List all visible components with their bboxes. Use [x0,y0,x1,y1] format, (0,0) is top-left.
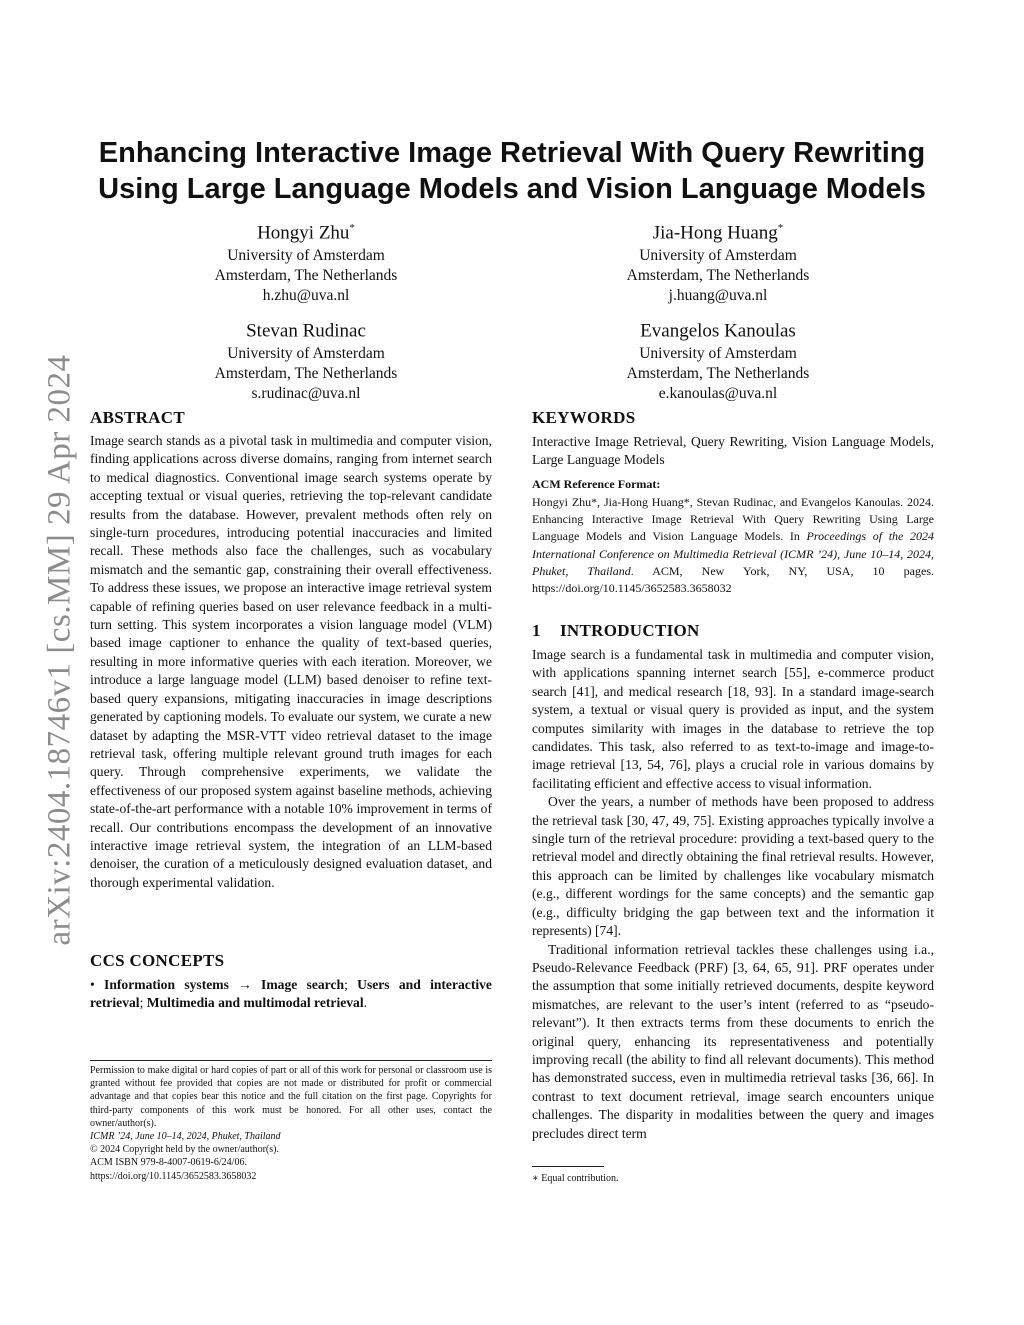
introduction-heading: 1 INTRODUCTION [532,621,700,640]
doi-link[interactable]: https://doi.org/10.1145/3652583.3658032 [90,1170,257,1182]
keywords-text: Interactive Image Retrieval, Query Rewriting, Vision Language Models, Large Language Models [532,434,934,468]
author-affiliation: University of Amsterdam [639,345,797,363]
author-location: Amsterdam, The Netherlands [214,267,398,285]
author-name: Evangelos Kanoulas [640,320,796,342]
author-affiliation: University of Amsterdam [227,345,385,363]
introduction-text [532,646,934,1143]
author-location: Amsterdam, The Netherlands [626,267,810,285]
acm-reference-heading: ACM Reference Format: [532,477,661,491]
author-block [146,215,466,306]
permission-notice: Permission to make digital or hard copies of part or all of this work for personal or classroom use is granted without fee provided that copies are not made or distributed for profit or commercial advantage and that copies bear this notice and the full citation on the first page. Copyrights for third-party components of this work must be honored. For all other uses, contact the owner/author(s). ICMR ’24, June 10–14, 2024, Phuket, Thailand © 2024 Copyright held by the owner/author(s). ACM ISBN 979-8-4007-0619-6/24/06. https://doi.org/10.1145/3652583.3658032 [90,1065,492,1182]
title-line-2: Using Large Language Models and Vision Language Models [98,173,926,205]
ccs-heading: CCS CONCEPTS [90,951,225,970]
author-location: Amsterdam, The Netherlands [626,365,810,383]
acm-reference-text: Hongyi Zhu*, Jia-Hong Huang*, Stevan Rudinac, and Evangelos Kanoulas. 2024. Enhancing Interactive Image Retrieval With Query Rewriting Using Large Language Models and Vision Language Models. In Proceedings of the 2024 International Conference on Multimedia Retrieval (ICMR ’24), June 10–14, 2024, Phuket, Thailand. ACM, New York, NY, USA, 10 pages. https://doi.org/10.1145/3652583.3658032 [532,495,934,596]
ccs-concepts: • Information systems → Image search; Users and interactive retrieval; Multimedia and multimodal retrieval. [90,977,492,1011]
footnote-equal-contribution: ∗ Equal contribution. [532,1173,619,1184]
author-email: j.huang@uva.nl [668,287,768,305]
author-block [558,215,878,306]
abstract-heading: ABSTRACT [90,408,185,427]
author-email: e.kanoulas@uva.nl [658,385,778,403]
paper-title [90,135,934,207]
paragraph: Over the years, a number of methods have been proposed to address the retrieval task [30, 47, 49, 75]. Existing approaches typically involve a single turn of the retrieval procedure: providing a text-based query to the retrieval model and directly obtaining the final retrieval results. However, this approach can be limited by challenges like vocabulary mismatch (e.g., different wordings for the same concepts) and the semantic gap (e.g., difficulty bridging the gap between text and the information it represents) [74]. [532,794,934,939]
author-block [558,313,878,404]
paragraph: Image search is a fundamental task in multimedia and computer vision, with applications spanning internet search [55], e-commerce product search [41], and medical research [18, 93]. In a standard image-search system, a textual or visual query is provided as input, and the system computes similarity with images in the database to retrieve the top candidates. This task, also referred to as text-to-image and image-to-image retrieval [13, 54, 76], plays a crucial role in various domains by facilitating efficient and effective access to visual information. [532,647,934,791]
author-affiliation: University of Amsterdam [639,247,797,265]
abstract-text: Image search stands as a pivotal task in multimedia and computer vision, finding applications across diverse domains, ranging from internet search to medical diagnostics. Conventional image search systems operate by accepting textual or visual queries, retrieving the top-relevant candidate results from the database. However, prevalent methods often rely on single-turn procedures, introducing potential inaccuracies and limited recall. These methods also face the challenges, such as vocabulary mismatch and the semantic gap, constraining their overall effectiveness. To address these issues, we propose an interactive image retrieval system capable of refining queries based on user relevance feedback in a multi-turn setting. This system incorporates a vision language model (VLM) based image captioner to enhance the quality of text-based queries, resulting in more informative queries with each iteration. Moreover, we introduce a large language model (LLM) based denoiser to refine text-based query expansions, mitigating inaccuracies in image descriptions generated by captioning models. To evaluate our system, we curate a new dataset by adapting the MSR-VTT video retrieval dataset to the image retrieval task, offering multiple relevant ground truth images for each query. Through comprehensive experiments, we validate the effectiveness of our proposed system against baseline methods, achieving state-of-the-art performance with a notable 10% improvement in terms of recall. Our contributions encompass the development of an innovative interactive image retrieval system, the integration of an LLM-based denoiser, the curation of a meticulously designed evaluation dataset, and thorough experimental validation. [90,433,492,890]
section-number: 1 [532,621,541,640]
author-email: s.rudinac@uva.nl [251,385,361,403]
keywords-heading: KEYWORDS [532,408,636,427]
author-block [146,313,466,404]
title-line-1: Enhancing Interactive Image Retrieval With Query Rewriting [98,137,926,169]
footnote-rule [532,1166,604,1167]
author-name: Jia-Hong Huang* [652,222,784,244]
author-location: Amsterdam, The Netherlands [214,365,398,383]
author-name: Hongyi Zhu* [257,222,355,244]
author-email: h.zhu@uva.nl [262,287,350,305]
footnote-rule [90,1060,492,1061]
arxiv-id: arXiv:2404.18746v1 [cs.MM] 29 Apr 2024 [41,354,78,946]
paragraph: Traditional information retrieval tackles these challenges using i.a., Pseudo-Relevance Feedback (PRF) [3, 64, 65, 91]. PRF operates under the assumption that some initially retrieved documents, despite keyword mismatches, are relevant to the user’s intent (referred to as “pseudo-relevant”). It then extracts terms from these documents to enrich the original query, enhancing its representativeness and potentially improving recall (the ability to find all relevant documents). This method has demonstrated success, even in multimedia retrieval tasks [36, 66]. In contrast to text document retrieval, image search encounters unique challenges. The disparity in modalities between the query and images precludes direct term [532,941,934,1141]
author-affiliation: University of Amsterdam [227,247,385,265]
author-name: Stevan Rudinac [246,320,366,342]
